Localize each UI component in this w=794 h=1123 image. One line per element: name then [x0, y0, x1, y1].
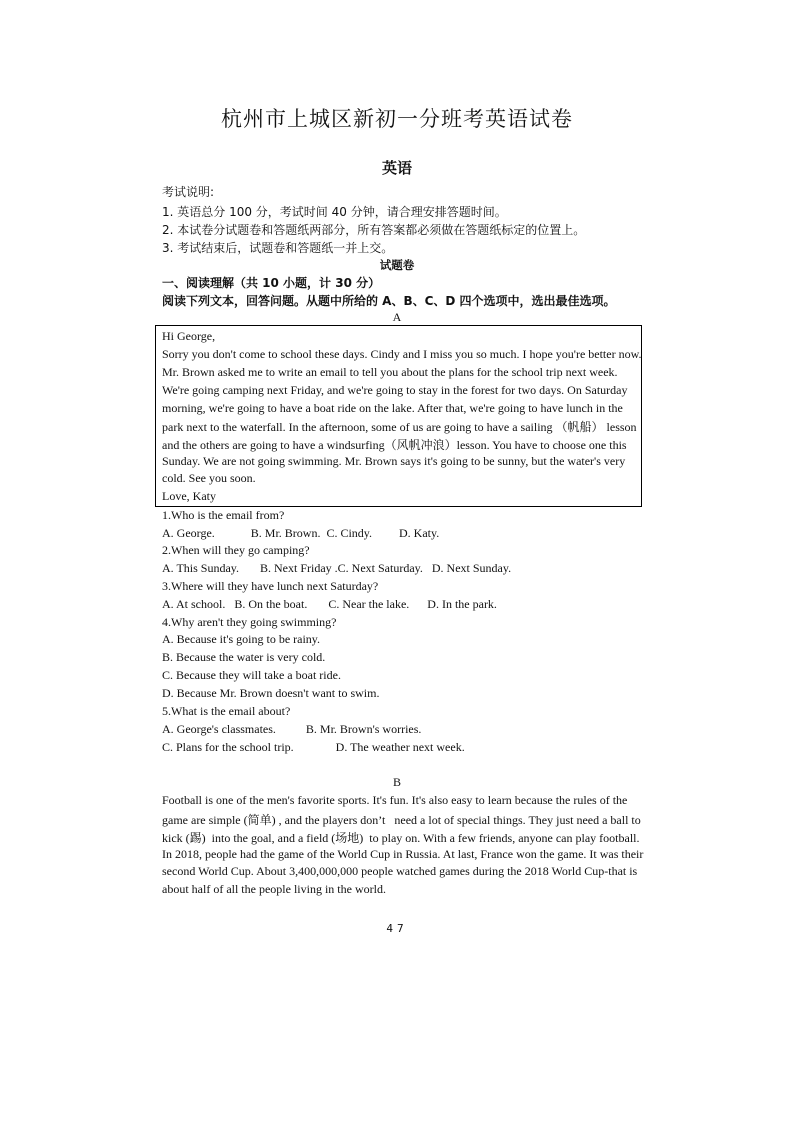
- subject-heading: 英语: [381, 159, 412, 177]
- answer-options: A. George's classmates. B. Mr. Brown's worries.: [162, 722, 422, 736]
- email-line: and the others are going to have a windsurfing（风帆冲浪）lesson. You have to choose one this: [162, 438, 627, 452]
- passage-line: second World Cup. About 3,400,000,000 people watched games during the 2018 World Cup-that is: [162, 864, 638, 878]
- page-title: 杭州市上城区新初一分班考英语试卷: [221, 107, 573, 131]
- page-number: 47: [386, 922, 408, 935]
- passage-b-label: B: [392, 775, 401, 789]
- email-line: We're going camping next Friday, and we're going to stay in the forest for two days. On Saturday: [162, 383, 628, 397]
- answer-option: B. Because the water is very cold.: [162, 650, 326, 664]
- passage-line: In 2018, people had the game of the World Cup in Russia. At last, France won the game. It was their: [162, 847, 644, 861]
- passage-a-label: A: [392, 310, 402, 324]
- question: 3.Where will they have lunch next Saturday?: [162, 579, 379, 593]
- email-line: park next to the waterfall. In the afternoon, some of us are going to have a sailing （帆船） lesson: [162, 420, 637, 434]
- question: 2.When will they go camping?: [162, 543, 310, 557]
- instruction-item: 1. 英语总分 100 分，考试时间 40 分钟，请合理安排答题时间。: [162, 205, 507, 219]
- answer-options: C. Plans for the school trip. D. The weather next week.: [162, 740, 465, 754]
- answer-options: A. This Sunday. B. Next Friday .C. Next Saturday. D. Next Sunday.: [162, 561, 512, 575]
- question: 4.Why aren't they going swimming?: [162, 615, 337, 629]
- answer-option: D. Because Mr. Brown doesn't want to swim.: [162, 686, 380, 700]
- section-direction: 阅读下列文本，回答问题。从题中所给的 A、B、C、D 四个选项中，选出最佳选项。: [162, 294, 616, 308]
- question: 5.What is the email about?: [162, 704, 291, 718]
- passage-line: kick (踢) into the goal, and a field (场地) to play on. With a few friends, anyone can play football.: [162, 831, 640, 845]
- email-line: Sunday. We are not going swimming. Mr. Brown says it's going to be sunny, but the water's very: [162, 454, 626, 468]
- section-heading: 一、阅读理解（共 10 小题，计 30 分）: [162, 276, 381, 290]
- answer-option: C. Because they will take a boat ride.: [162, 668, 341, 682]
- answer-options: A. George. B. Mr. Brown. C. Cindy. D. Katy.: [162, 526, 440, 540]
- question: 1.Who is the email from?: [162, 508, 285, 522]
- instructions-heading: 考试说明:: [162, 185, 215, 199]
- email-line: Sorry you don't come to school these days. Cindy and I miss you so much. I hope you're better now.: [162, 347, 642, 361]
- passage-line: game are simple (简单) , and the players don’t need a lot of special things. They just need a ball to: [162, 813, 641, 827]
- paper-label: 试题卷: [379, 258, 415, 272]
- passage-line: Football is one of the men's favorite sports. It's fun. It's also easy to learn because the rules of the: [162, 793, 628, 807]
- answer-options: A. At school. B. On the boat. C. Near the lake. D. In the park.: [162, 597, 497, 611]
- email-line: Mr. Brown asked me to write an email to tell you about the plans for the school trip next week.: [162, 365, 618, 379]
- answer-option: A. Because it's going to be rainy.: [162, 632, 321, 646]
- instruction-item: 3. 考试结束后，试题卷和答题纸一并上交。: [162, 241, 394, 255]
- instruction-item: 2. 本试卷分试题卷和答题纸两部分，所有答案都必须做在答题纸标定的位置上。: [162, 223, 586, 237]
- email-line: morning, we're going to have a boat ride on the lake. After that, we're going to have lunch in the: [162, 401, 623, 415]
- email-line: Hi George,: [162, 329, 216, 343]
- email-signature: Love, Katy: [162, 489, 216, 503]
- passage-line: about half of all the people living in the world.: [162, 882, 386, 896]
- email-line: cold. See you soon.: [162, 471, 256, 485]
